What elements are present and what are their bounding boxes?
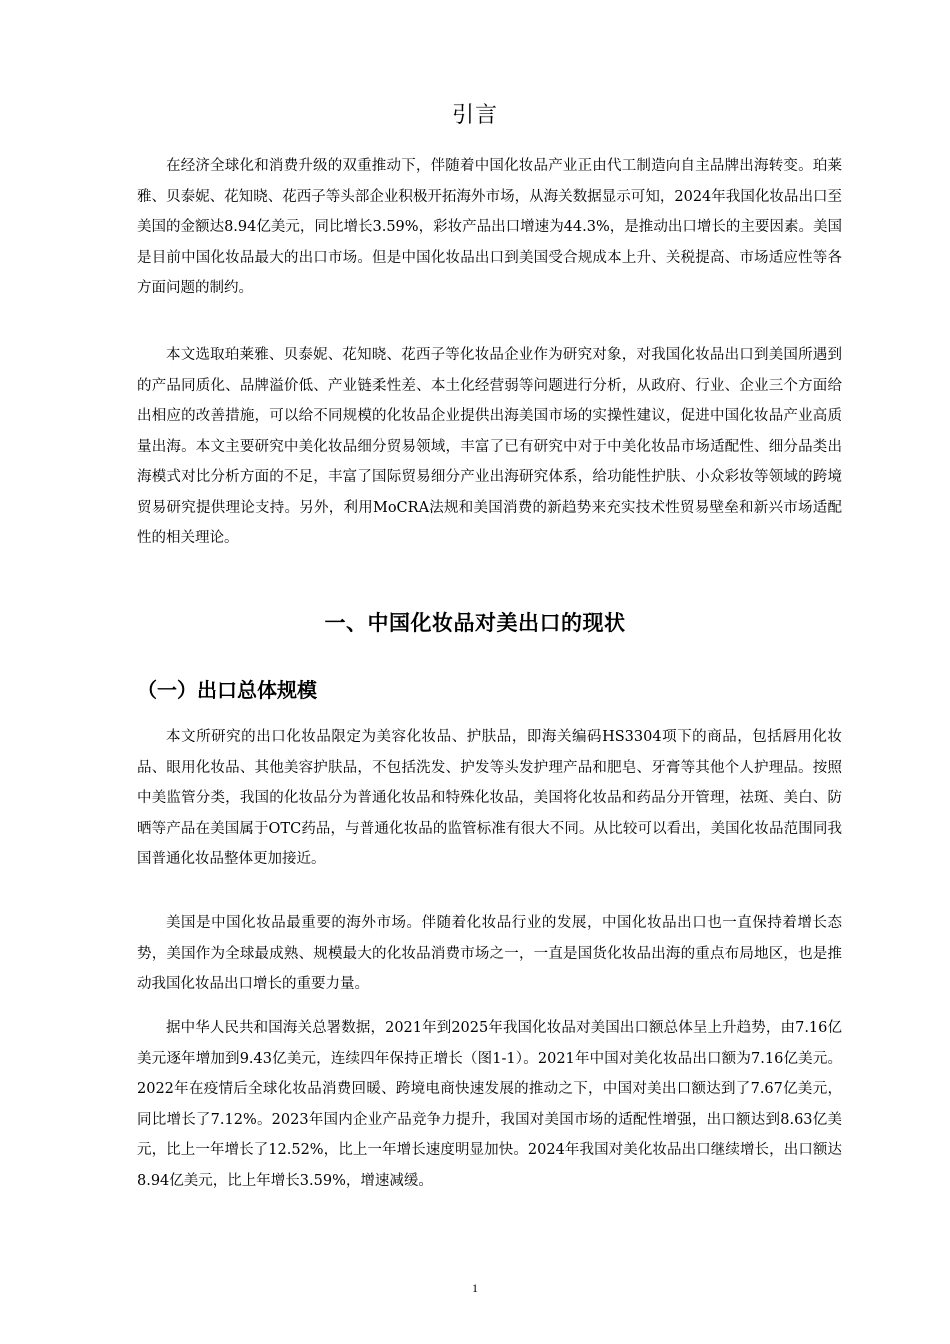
intro-title: 引言 (451, 103, 498, 128)
section-1-paragraph-2: 美国是中国化妆品最重要的海外市场。伴随着化妆品行业的发展，中国化妆品出口也一直保持着增长态势，美国作为全球最成熟、规模最大的化妆品消费市场之一，一直是国货化妆品出海的重点布局地区，也是推动我国化妆品出口增长的重要力量。 (137, 915, 842, 992)
intro-paragraph-2: 本文选取珀莱雅、贝泰妮、花知晓、花西子等化妆品企业作为研究对象，对我国化妆品出口到美国所遇到的产品同质化、品牌溢价低、产业链柔性差、本土化经营弱等问题进行分析，从政府、行业、企业三个方面给出相应的改善措施，可以给不同规模的化妆品企业提供出海美国市场的实操性建议，促进中国化妆品产业高质量出海。本文主要研究中美化妆品细分贸易领域，丰富了已有研究中对于中美化妆品市场适配性、细分品类出海模式对比分析方面的不足，丰富了国际贸易细分产业出海研究体系，给功能性护肤、小众彩妆等领域的跨境贸易研究提供理论支持。另外，利用MoCRA法规和美国消费的新趋势来充实技术性贸易壁垒和新兴市场适配性的相关理论。 (137, 347, 842, 546)
section-1-paragraph-1: 本文所研究的出口化妆品限定为美容化妆品、护肤品，即海关编码HS3304项下的商品，包括唇用化妆品、眼用化妆品、其他美容护肤品，不包括洗发、护发等头发护理产品和肥皂、牙膏等其他个人护理品。按照中美监管分类，我国的化妆品分为普通化妆品和特殊化妆品，美国将化妆品和药品分开管理，祛斑、美白、防晒等产品在美国属于OTC药品，与普通化妆品的监管标准有很大不同。从比较可以看出，美国化妆品范围同我国普通化妆品整体更加接近。 (137, 729, 842, 867)
intro-paragraph-1: 在经济全球化和消费升级的双重推动下，伴随着中国化妆品产业正由代工制造向自主品牌出海转变。珀莱雅、贝泰妮、花知晓、花西子等头部企业积极开拓海外市场，从海关数据显示可知，2024年我国化妆品出口至美国的金额达8.94亿美元，同比增长3.59%，彩妆产品出口增速为44.3%，是推动出口增长的主要因素。美国是目前中国化妆品最大的出口市场。但是中国化妆品出口到美国受合规成本上升、关税提高、市场适应性等各方面问题的制约。 (137, 158, 842, 296)
page-number: 1 (472, 1281, 478, 1295)
section-1-paragraph-3: 据中华人民共和国海关总署数据，2021年到2025年我国化妆品对美国出口额总体呈上升趋势，由7.16亿美元逐年增加到9.43亿美元，连续四年保持正增长（图1-1）。2021年中国对美化妆品出口额为7.16亿美元。2022年在疫情后全球化妆品消费回暖、跨境电商快速发展的推动之下，中国对美出口额达到了7.67亿美元，同比增长了7.12%。2023年国内企业产品竞争力提升，我国对美国市场的适配性增强，出口额达到8.63亿美元，比上一年增长了12.52%，比上一年增长速度明显加快。2024年我国对美化妆品出口继续增长，出口额达8.94亿美元，比上年增长3.59%，增速减缓。 (137, 1020, 842, 1189)
section-1-title: （一）出口总体规模 (137, 678, 317, 702)
chapter-1-title: 一、中国化妆品对美出口的现状 (324, 611, 626, 635)
